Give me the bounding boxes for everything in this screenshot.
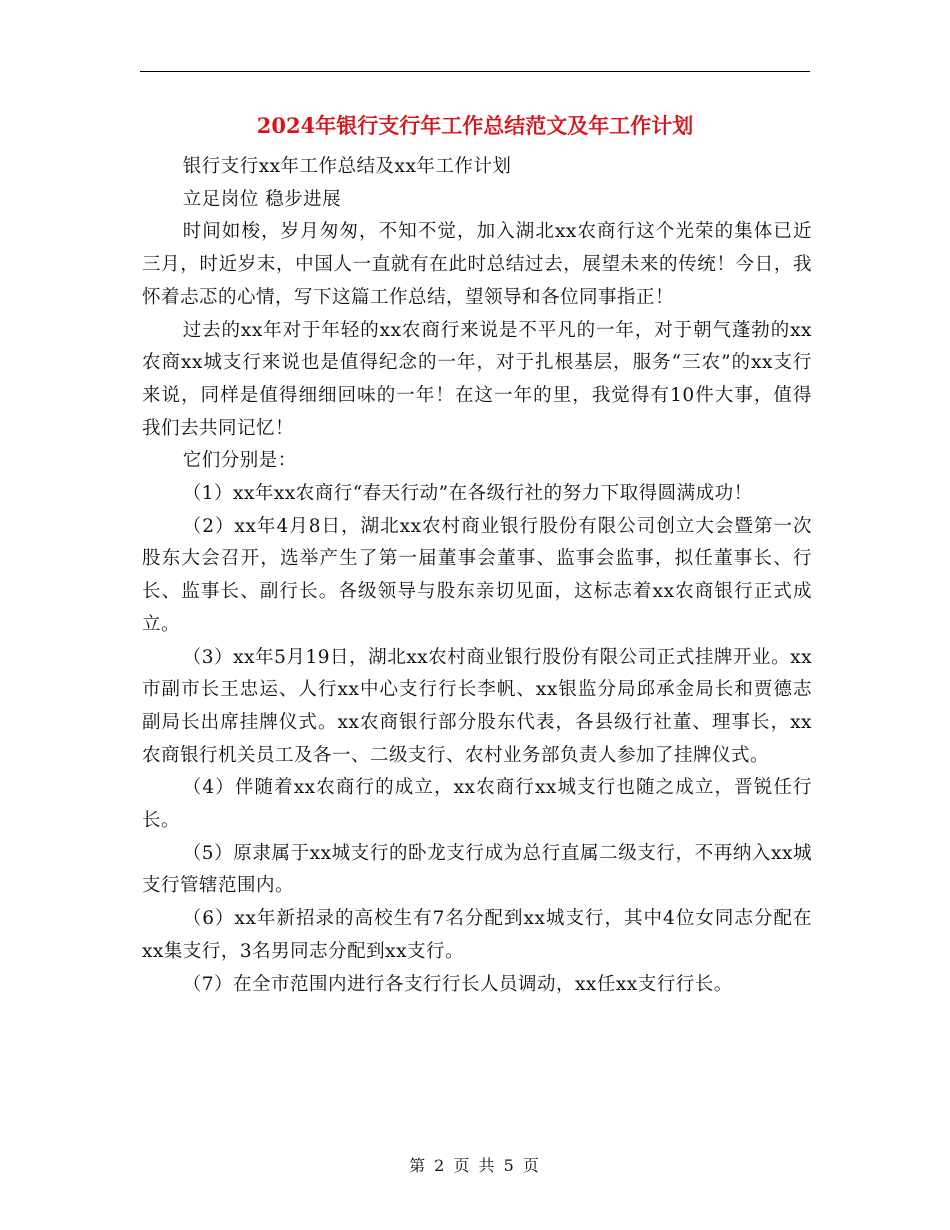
list-item-4: （4）伴随着xx农商行的成立，xx农商行xx城支行也随之成立，晋锐任行长。 xyxy=(142,777,812,832)
paragraph-subtitle: 银行支行xx年工作总结及xx年工作计划 xyxy=(182,156,512,177)
list-item-5: （5）原隶属于xx城支行的卧龙支行成为总行直属二级支行，不再纳入xx城支行管辖范围内。 xyxy=(142,842,812,897)
list-item-2: （2）xx年4月8日，湖北xx农村商业银行股份有限公司创立大会暨第一次股东大会召开，选举产生了第一届董事会董事、监事会监事，拟任董事长、行长、监事长、副行长。各级领导与股东亲切见面，这标志着xx农商银行正式成立。 xyxy=(142,515,812,635)
paragraph-list-intro: 它们分别是： xyxy=(182,450,297,472)
paragraph-motto: 立足岗位 稳步进展 xyxy=(182,188,342,210)
paragraph-intro: 时间如梭，岁月匆匆，不知不觉，加入湖北xx农商行这个光荣的集体已近三月，时近岁末，中国人一直就有在此时总结过去，展望未来的传统！今日，我怀着忐忑的心情，写下这篇工作总结，望领导和各位同事指正！ xyxy=(142,221,812,308)
header-rule xyxy=(140,71,810,72)
paragraph-year-review: 过去的xx年对于年轻的xx农商行来说是不平凡的一年，对于朝气蓬勃的xx农商xx城支行来说也是值得纪念的一年，对于扎根基层，服务“三农”的xx支行来说，同样是值得细细回味的一年！在这一年的里，我觉得有10件大事，值得我们去共同记忆！ xyxy=(142,319,812,439)
list-item-6: （6）xx年新招录的高校生有7名分配到xx城支行，其中4位女同志分配在xx集支行，3名男同志分配到xx支行。 xyxy=(142,908,812,962)
page-number-footer: 第 2 页 共 5 页 xyxy=(409,1156,541,1175)
document-body xyxy=(142,151,812,1001)
list-item-3: （3）xx年5月19日，湖北xx农村商业银行股份有限公司正式挂牌开业。xx市副市长王忠运、人行xx中心支行行长李帆、xx银监分局邱承金局长和贾德志副局长出席挂牌仪式。xx农商银行部分股东代表，各县级行社董、理事长，xx农商银行机关员工及各一、二级支行、农村业务部负责人参加了挂牌仪式。 xyxy=(142,646,812,766)
document-title: 2024年银行支行年工作总结范文及年工作计划 xyxy=(256,113,694,138)
list-item-1: （1）xx年xx农商行“春天行动”在各级行社的努力下取得圆满成功！ xyxy=(182,483,753,505)
list-item-7: （7）在全市范围内进行各支行行长人员调动，xx任xx支行行长。 xyxy=(182,973,733,995)
